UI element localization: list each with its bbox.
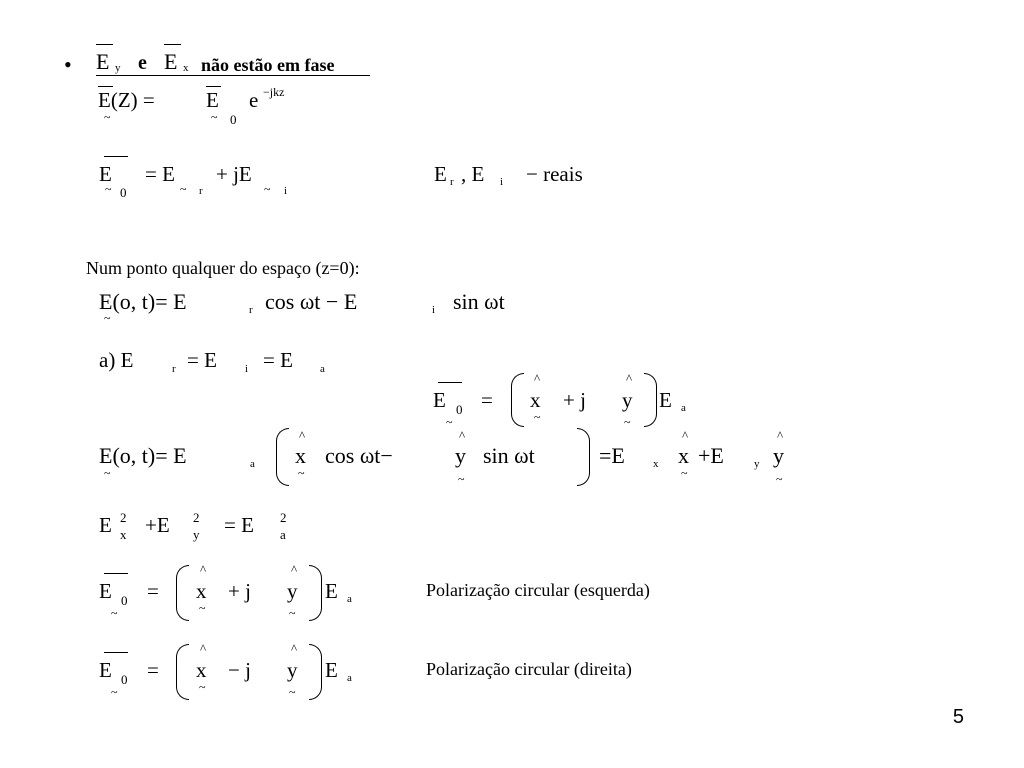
heading-text: não estão em fase bbox=[201, 55, 335, 75]
page-number: 5 bbox=[952, 706, 964, 728]
note-text: Num ponto qualquer do espaço (z=0): bbox=[86, 258, 360, 278]
label-circular-right: Polarização circular (direita) bbox=[426, 659, 632, 679]
ex-symbol: E bbox=[164, 49, 178, 74]
ey-symbol: E bbox=[96, 49, 110, 74]
label-circular-left: Polarização circular (esquerda) bbox=[426, 580, 650, 600]
bullet-symbol: • bbox=[64, 52, 72, 77]
